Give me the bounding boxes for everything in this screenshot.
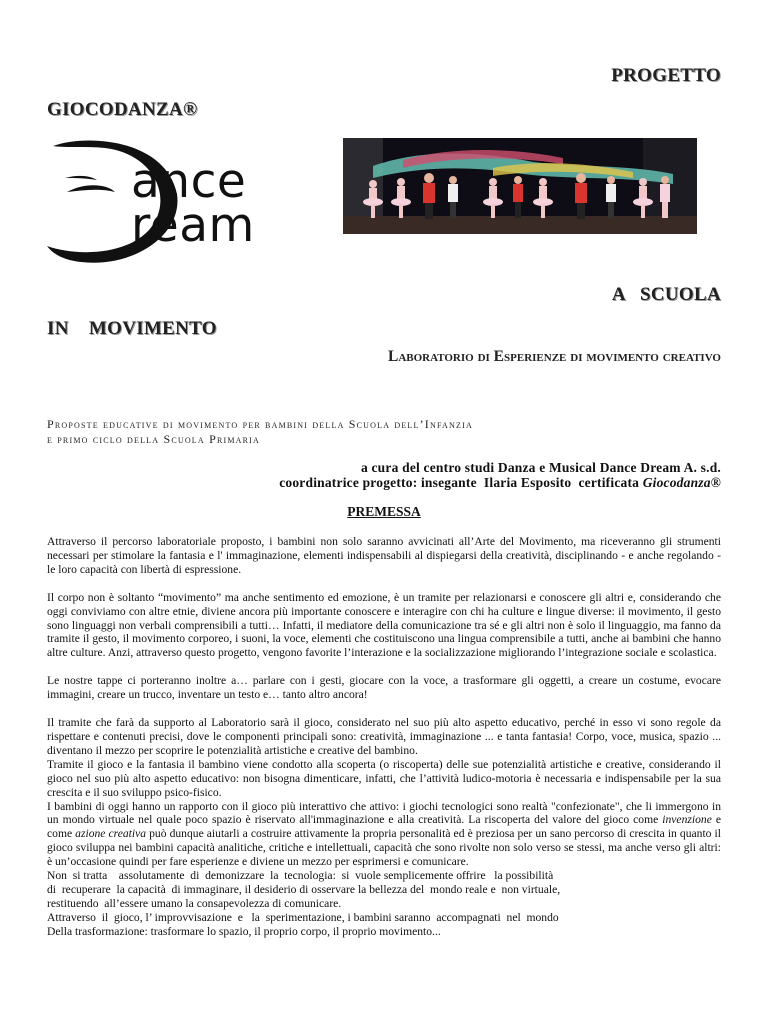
curated-line-1: a cura del centro studi Danza e Musical Dance Dream A. s.d. [360, 460, 721, 475]
proposte-line-1: Proposte educative di movimento per bambini della Scuola dell’Infanzia [47, 417, 473, 431]
curated-registered: ® [710, 475, 721, 490]
paragraph-5-line-1: Non si tratta assolutamente di demonizzare la tecnologia: si vuole semplicemente offrire la possibilità [47, 869, 554, 883]
paragraph-4c-part1: I bambini di oggi hanno un rapporto con il gioco più interattivo che attivo: i giochi tecnologici sono realtà "confezionate", che li immergono in un mondo virtuale nel quale poco spazio è riservato all'immaginazione e alla creatività. La riscoperta del valore del gioco come [47, 799, 721, 827]
paragraph-3: Le nostre tappe ci porteranno inoltre a… parlare con i gesti, giocare con la voce, a trasformare gli oggetti, a creare un costume, evocare immagini, creare un trucco, inventare un testo e… tanto altro ancora! [47, 674, 721, 702]
body-text [47, 535, 721, 939]
header-giocodanza: GIOCODANZA® [47, 99, 198, 120]
logo-word-ream: ream [131, 198, 255, 253]
paragraph-5-line-5: Della trasformazione: trasformare lo spazio, il proprio corpo, il proprio movimento... [47, 924, 441, 938]
paragraph-4a: Il tramite che farà da supporto al Laboratorio sarà il gioco, considerato nel suo più alto aspetto educativo, perché in esso vi sono regole da rispettare e contenuti precisi, dove le componenti principali sono: creatività, immaginazione ... e tanta fantasia! Corpo, voce, musica, spazio ... diventano il mezzo per scoprire le potenzialità artistiche e creative del bambino. [47, 716, 721, 757]
title-a-scuola: A SCUOLA [611, 284, 721, 305]
title-in-movimento: IN MOVIMENTO [47, 318, 217, 339]
proposte-line-2: e primo ciclo della Scuola Primaria [47, 432, 261, 446]
header-progetto: PROGETTO [611, 65, 721, 86]
paragraph-5-line-3: restituendo all’essere umano la consapevolezza di comunicare. [47, 896, 342, 910]
paragraph-4c-part2: e come [47, 813, 721, 841]
title-laboratorio: Laboratorio di Esperienze di movimento creativo [387, 348, 721, 365]
paragraph-1: Attraverso il percorso laboratoriale proposto, i bambini non solo saranno avvicinati all’Arte del Movimento, ma riceveranno gli strumenti necessari per stimolare la fantasia e l' immaginazione, elementi indispensabili al dispiegarsi della creatività, disciplinando - e anche regolando - le loro capacità con libertà di espressione. [47, 535, 721, 576]
logo-word-ance: ance [131, 154, 247, 209]
curated-giocodanza: Giocodanza [642, 475, 711, 490]
curated-line-2 [41, 475, 721, 490]
paragraph-4b: Tramite il gioco e la fantasia il bambino viene condotto alla scoperta (o riscoperta) delle sue potenzialità artistiche e creative, considerando il gioco nel suo più alto aspetto educativo: non bisogna dimenticare, infatti, che l’attività ludico-motoria è necessaria e indispensabile per la sua crescita e il suo sviluppo psico-fisico. [47, 757, 721, 799]
paragraph-4c [47, 800, 721, 870]
paragraph-5-line-4: Attraverso il gioco, l’ improvvisazione e la sperimentazione, i bambini saranno accompagnati nel mondo [47, 910, 559, 924]
stage-photo [343, 138, 697, 234]
paragraph-4c-part3: può dunque aiutarli a costruire attivamente la propria personalità ed è preziosa per un sano percorso di crescita in quanto il gioco sviluppa nei bambini capacità analitiche, critiche e intellettuali, capacità che sono rivolte non solo verso se stessi, ma anche verso gli altri: è un’occasione quindi per fare esperienze e diviene un mezzo per esprimersi e comunicare. [47, 827, 721, 869]
curated-by [41, 460, 721, 490]
paragraph-4c-azione-creativa: azione creativa [75, 827, 147, 841]
curated-line-2-prefix: coordinatrice progetto: insegante Ilaria Esposito certificata [279, 475, 643, 490]
dance-dream-logo [45, 134, 293, 269]
paragraph-2: Il corpo non è soltanto “movimento” ma anche sentimento ed emozione, è un tramite per relazionarsi e conoscere gli altri e, considerando che oggi conviviamo con altre etnie, diviene ancora più importante conoscere e interagire con chi ha culture e lingue diverse: il movimento, il gesto sono linguaggi non verbali comprensibili a tutti… Infatti, il mediatore della comunicazione tra sé e gli altri non è solo il linguaggio, ma fanno da tramite il gesto, il movimento corporeo, i suoni, la voce, elementi che costituiscono una lingua comprensibile a tutti, anche ai bambini che hanno altre culture. Anzi, attraverso questo progetto, vengono favorite l’interazione e la socializzazione migliorando l’integrazione sociale e scolastica. [47, 590, 721, 660]
premessa-heading: PREMESSA [347, 504, 421, 519]
paragraph-4c-invenzione: invenzione [662, 813, 712, 827]
paragraph-5-line-2: di recuperare la capacità di immaginare, il desiderio di osservare la bellezza del mondo reale e non virtuale, [47, 882, 561, 896]
dancers-image [343, 138, 697, 234]
